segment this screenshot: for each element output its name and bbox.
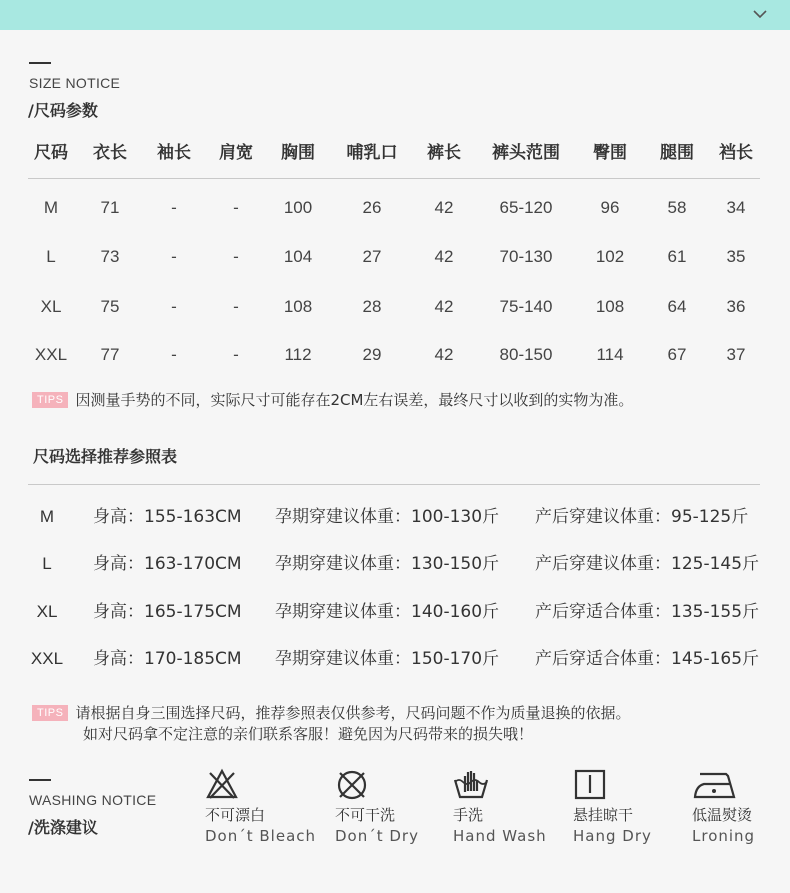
divider	[28, 178, 760, 179]
table-cell: 75	[100, 297, 120, 316]
table-cell: 77	[100, 345, 120, 364]
wash-label-en: Hang Dry	[573, 827, 652, 845]
wash-item-no-dry-clean	[335, 768, 465, 845]
table-row	[28, 292, 768, 322]
table-cell: -	[171, 247, 177, 266]
table-cell: 96	[600, 198, 620, 217]
table-cell: 104	[283, 247, 313, 266]
table-cell: 65-120	[499, 198, 553, 217]
table-cell: 108	[283, 297, 313, 316]
tips-text: 请根据自身三围选择尺码，推荐参照表仅供参考，尺码问题不作为质量退换的依据。	[75, 704, 631, 722]
recommend-row	[0, 597, 790, 627]
divider	[28, 484, 760, 485]
recommend-row	[0, 502, 790, 532]
recommend-pregnant-weight: 孕期穿建议体重：150-170斤	[275, 649, 500, 669]
wash-label-cn: 不可漂白	[205, 806, 266, 824]
header-cell: 裤头范围	[492, 143, 560, 163]
table-cell: 80-150	[499, 345, 553, 364]
header-cell: 臀围	[593, 143, 627, 163]
recommend-height: 身高：170-185CM	[93, 649, 242, 669]
section-dash	[29, 62, 51, 64]
table-cell: XXL	[34, 345, 68, 364]
header-cell: 衣长	[93, 143, 127, 163]
washing-notice-subtitle: /洗涤建议	[28, 818, 98, 837]
table-row	[28, 242, 768, 272]
table-cell: 26	[362, 198, 382, 217]
section-dash	[29, 779, 51, 781]
low-iron-icon	[692, 768, 738, 800]
size-notice-title: SIZE NOTICE	[29, 75, 121, 91]
table-cell: -	[233, 247, 239, 266]
table-cell: 71	[100, 198, 120, 217]
table-cell: 35	[726, 247, 746, 266]
wash-item-low-iron	[692, 768, 790, 845]
table-cell: 108	[595, 297, 625, 316]
tips-note	[32, 703, 630, 723]
tips-badge: TIPS	[32, 705, 68, 721]
recommend-postpartum-weight: 产后穿适合体重：145-165斤	[535, 649, 760, 669]
hang-dry-icon	[573, 768, 607, 800]
header-cell: 袖长	[157, 143, 191, 163]
recommend-postpartum-weight: 产后穿建议体重：95-125斤	[535, 507, 749, 527]
table-cell: -	[171, 198, 177, 217]
header-cell: 尺码	[34, 143, 68, 163]
table-row	[28, 193, 768, 223]
recommend-height: 身高：163-170CM	[93, 554, 242, 574]
table-cell: 114	[596, 345, 624, 364]
recommend-pregnant-weight: 孕期穿建议体重：130-150斤	[275, 554, 500, 574]
table-cell: 112	[284, 345, 312, 364]
tips-note	[32, 390, 633, 410]
table-cell: -	[171, 297, 177, 316]
recommend-pregnant-weight: 孕期穿建议体重：100-130斤	[275, 507, 500, 527]
top-banner	[0, 0, 790, 30]
header-cell: 裤长	[427, 143, 461, 163]
table-cell: 34	[726, 198, 746, 217]
header-cell: 哺乳口	[346, 143, 398, 163]
recommend-size: XL	[36, 602, 58, 621]
table-cell: 64	[667, 297, 687, 316]
wash-label-cn: 悬挂晾干	[573, 806, 634, 824]
wash-label-en: Hand Wash	[453, 827, 547, 845]
table-cell: 102	[595, 247, 625, 266]
size-table-header	[28, 138, 768, 168]
table-cell: L	[46, 247, 56, 266]
washing-notice-title: WASHING NOTICE	[29, 792, 157, 808]
table-cell: 100	[283, 198, 313, 217]
table-cell: 42	[434, 297, 454, 316]
recommend-row	[0, 549, 790, 579]
table-cell: 42	[434, 247, 454, 266]
wash-label-en: Don´t Bleach	[205, 827, 317, 845]
table-cell: 36	[726, 297, 746, 316]
recommend-size: M	[39, 507, 55, 526]
table-cell: XL	[40, 297, 62, 316]
wash-label-en: Lroning	[692, 827, 756, 845]
wash-item-no-bleach	[205, 768, 335, 845]
table-cell: -	[233, 198, 239, 217]
table-cell: -	[171, 345, 177, 364]
table-cell: 73	[100, 247, 120, 266]
table-cell: 61	[667, 247, 687, 266]
recommend-height: 身高：155-163CM	[93, 507, 242, 527]
recommend-pregnant-weight: 孕期穿建议体重：140-160斤	[275, 602, 500, 622]
chevron-down-icon[interactable]	[752, 7, 768, 21]
wash-item-hang-dry	[573, 768, 703, 845]
header-cell: 腿围	[660, 143, 694, 163]
recommend-height: 身高：165-175CM	[93, 602, 242, 622]
wash-label-cn: 手洗	[453, 806, 484, 824]
no-dry-clean-icon	[335, 768, 369, 800]
wash-label-cn: 低温熨烫	[692, 806, 753, 824]
table-cell: 70-130	[499, 247, 553, 266]
table-cell: 29	[362, 345, 382, 364]
hand-wash-icon	[453, 768, 489, 800]
recommend-postpartum-weight: 产后穿适合体重：135-155斤	[535, 602, 760, 622]
wash-item-hand-wash	[453, 768, 583, 845]
table-cell: 67	[667, 345, 687, 364]
recommend-row	[0, 644, 790, 674]
recommend-size: L	[42, 554, 52, 573]
wash-label-en: Don´t Dry	[335, 827, 419, 845]
recommend-postpartum-weight: 产后穿建议体重：125-145斤	[535, 554, 760, 574]
table-cell: -	[233, 297, 239, 316]
header-cell: 裆长	[719, 143, 753, 163]
wash-label-cn: 不可干洗	[335, 806, 396, 824]
table-cell: 58	[667, 198, 687, 217]
tips-text-line2: 如对尺码拿不定注意的亲们联系客服！避免因为尺码带来的损失哦！	[83, 725, 534, 743]
recommend-size: XXL	[30, 649, 64, 668]
table-cell: -	[233, 345, 239, 364]
no-bleach-icon	[205, 768, 239, 800]
table-cell: 37	[726, 345, 746, 364]
table-cell: 42	[434, 345, 454, 364]
table-cell: M	[43, 198, 59, 217]
recommend-title: 尺码选择推荐参照表	[33, 447, 178, 466]
size-notice-subtitle: /尺码参数	[28, 101, 98, 120]
table-cell: 42	[434, 198, 454, 217]
table-cell: 75-140	[499, 297, 553, 316]
table-cell: 27	[362, 247, 382, 266]
tips-badge: TIPS	[32, 392, 68, 408]
table-cell: 28	[362, 297, 382, 316]
table-row	[28, 340, 768, 370]
tips-text: 因测量手势的不同，实际尺寸可能存在2CM左右误差，最终尺寸以收到的实物为准。	[75, 391, 634, 409]
header-cell: 胸围	[281, 143, 315, 163]
header-cell: 肩宽	[219, 143, 253, 163]
